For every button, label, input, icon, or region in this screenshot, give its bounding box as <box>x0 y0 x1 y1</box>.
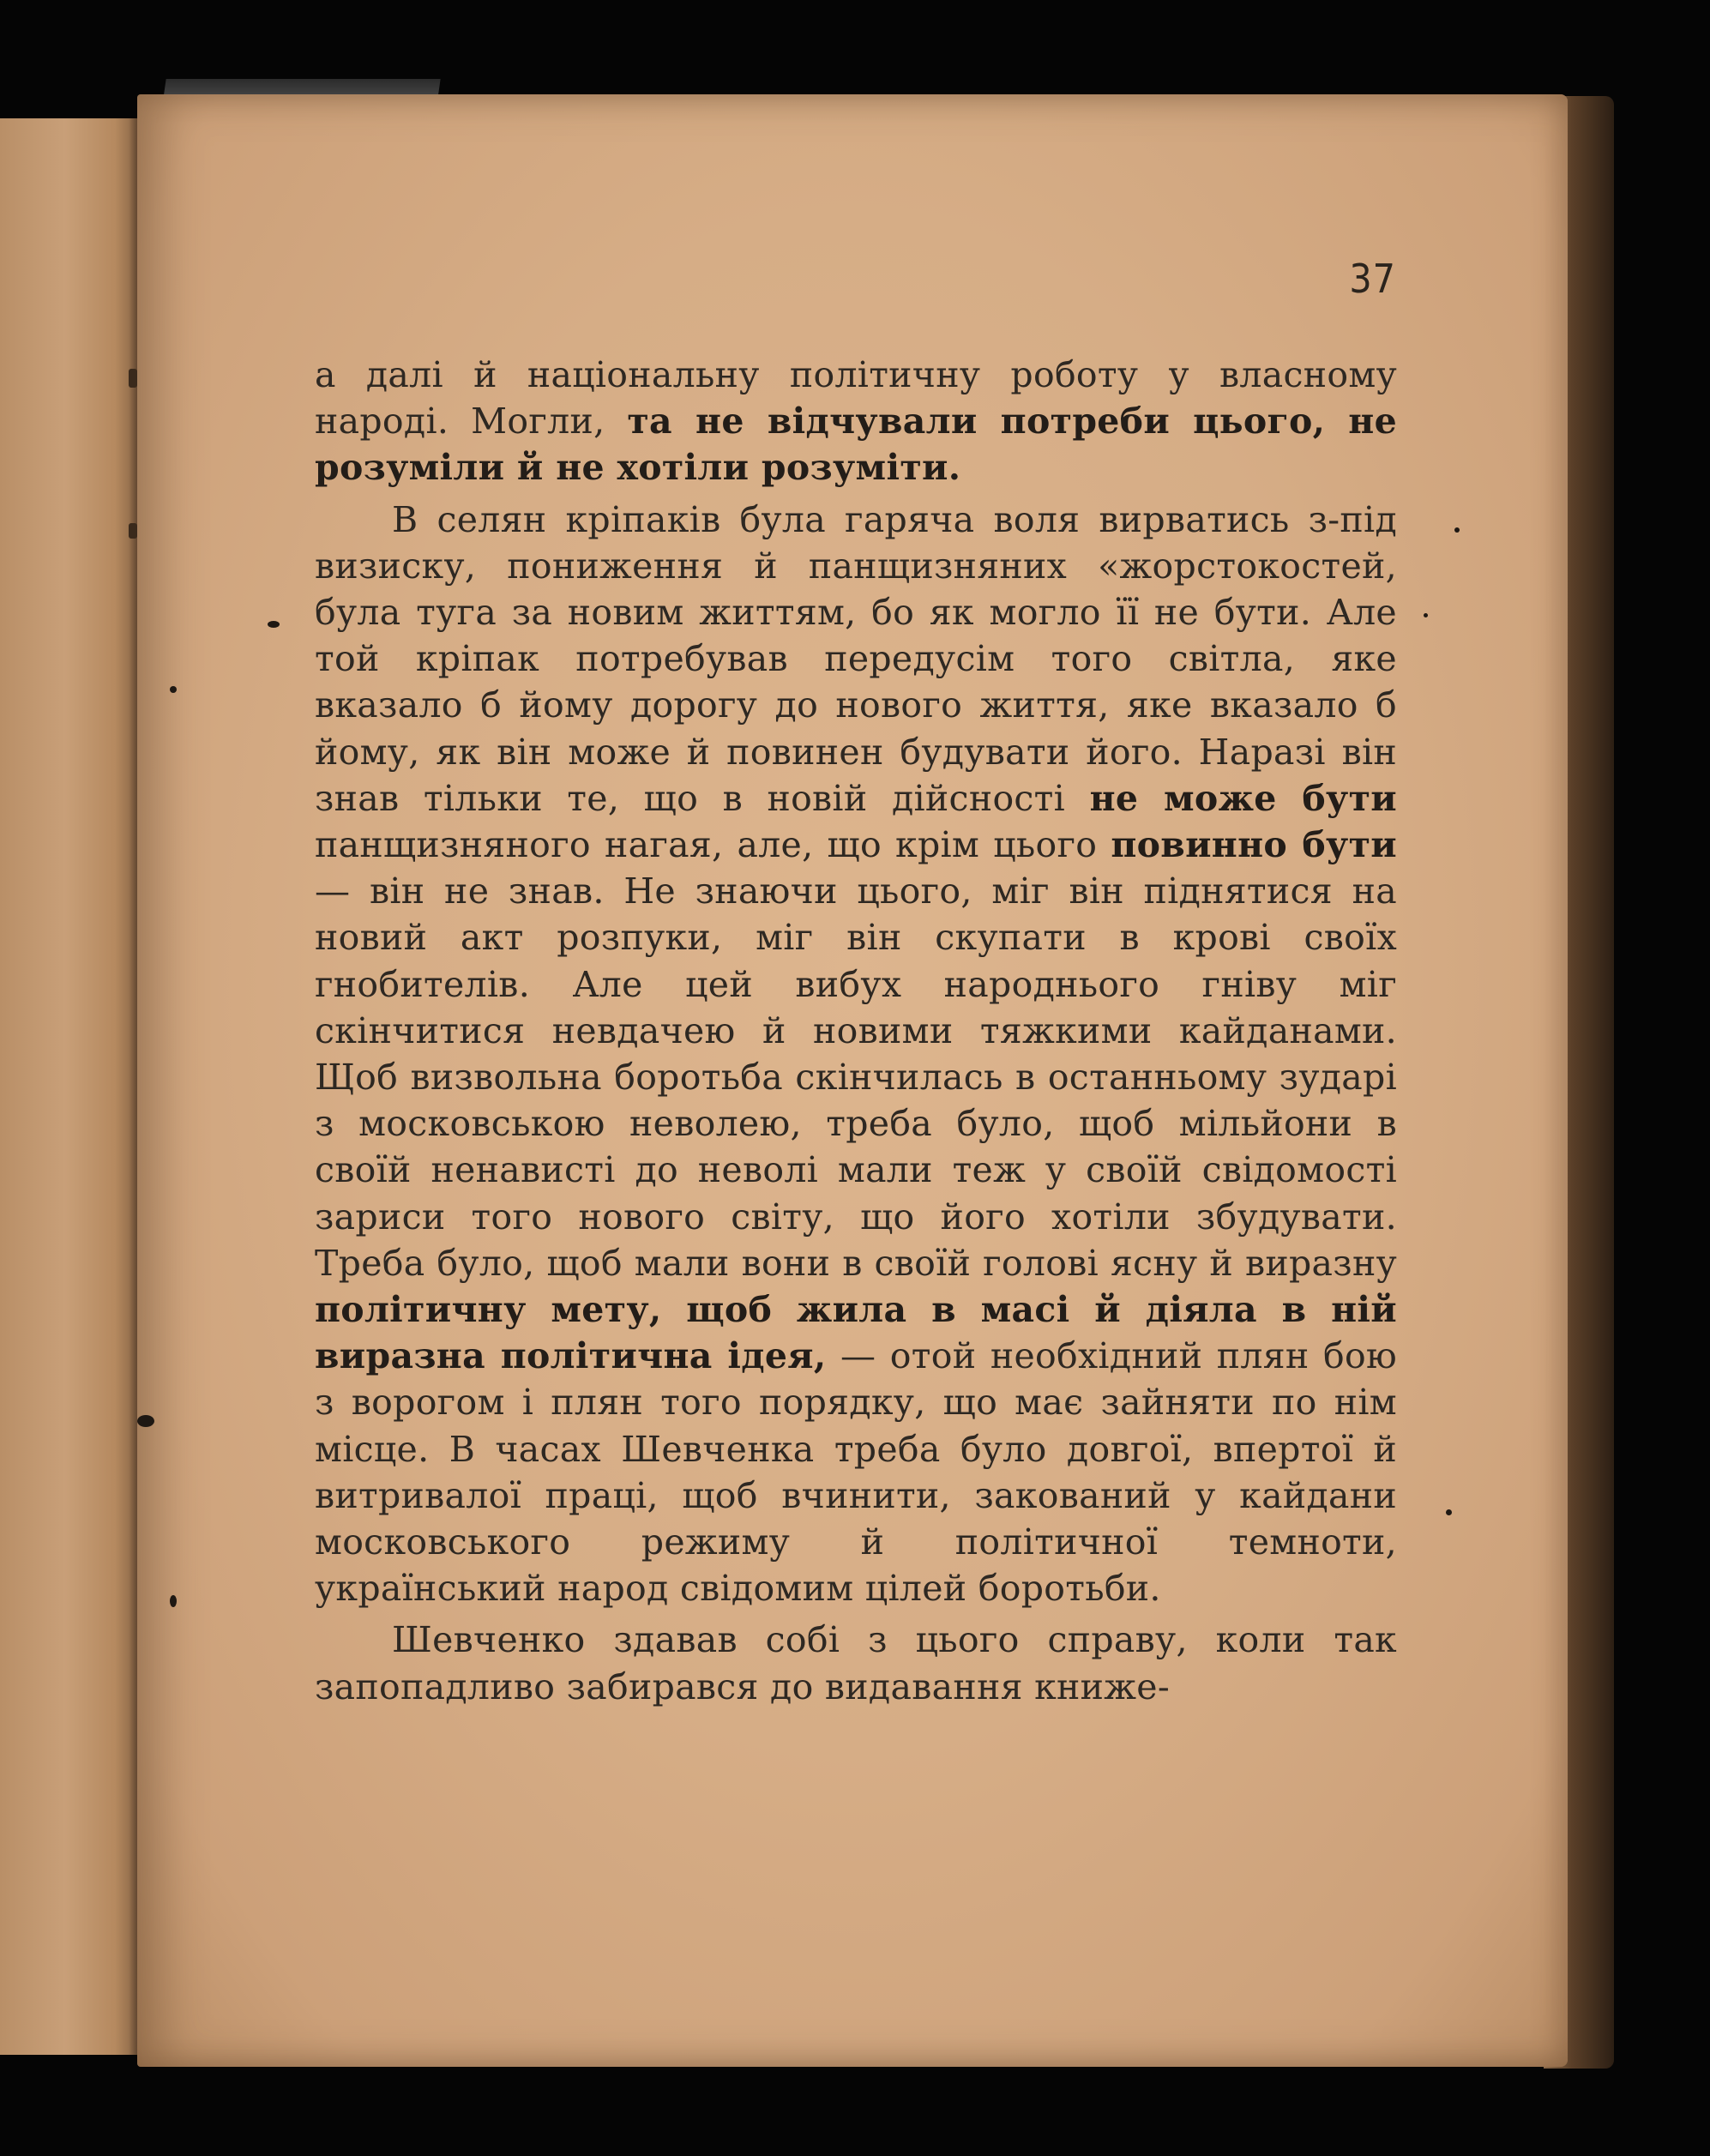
ink-speck <box>170 1595 177 1607</box>
bold-text-segment: не може бути <box>1089 777 1397 819</box>
page-text <box>315 352 1397 1710</box>
bold-text-segment: повинно бути <box>1111 824 1397 866</box>
ink-speck <box>137 1415 154 1427</box>
ink-speck <box>1454 527 1460 533</box>
ink-speck <box>268 621 280 628</box>
text-segment: а далі й національну політичну роботу у власному народі. Могли, <box>315 354 1397 443</box>
paragraph-1 <box>315 352 1397 491</box>
binding-mark <box>129 369 137 388</box>
bold-text-segment: політичну мету, щоб жила в масі й діяла в ній виразна політична ідея, <box>315 1289 1397 1377</box>
page-number: 37 <box>1349 256 1396 302</box>
ink-speck <box>1424 613 1428 617</box>
text-segment: — він не знав. Не знаючи цього, міг він піднятися на новий акт розпуки, міг він скупати в крові своїх гнобителів. Але цей вибух народнього гніву міг скінчитися невдачею й новими тяжкими кайданами. Щоб визвольна боротьба скінчилась в останньому зударі з московською неволею, треба було, щоб мільйони в своїй ненависті до неволі мали теж у своїй свідомості зариси того нового світу, що його хотіли збудувати. Треба було, щоб мали вони в своїй голові ясну й виразну <box>315 870 1397 1284</box>
binding-mark <box>129 523 137 539</box>
paragraph-2 <box>315 497 1397 1612</box>
text-segment: Шевченко здавав собі з цього справу, коли так запопадливо забирався до видавання книже- <box>315 1619 1397 1707</box>
left-page-edge <box>0 118 144 2055</box>
ink-speck <box>1446 1509 1452 1515</box>
book-page <box>137 94 1568 2067</box>
paragraph-3 <box>315 1617 1397 1709</box>
bold-text-segment: та не відчували потреби цього, не розуміли й не хотіли розуміти. <box>315 400 1397 489</box>
text-segment: — отой необхідний плян бою з ворогом і плян того порядку, що має зайняти по нім місце. В часах Шевченка треба було довгої, впертої й витривалої праці, щоб вчинити, закований у кайдани московського режиму й політичної темноти, український народ свідомим цілей боротьби. <box>315 1335 1397 1610</box>
text-segment: панщизняного нагая, але, що крім цього <box>315 824 1111 866</box>
ink-speck <box>170 686 177 693</box>
text-segment: В селян кріпаків була гаряча воля вирватись з-під визиску, пониження й панщизняних «жорстокостей, була туга за новим життям, бо як могло її не бути. Але той кріпак потребував передусім того світла, яке вказало б йому дорогу до нового життя, яке вказало б йому, як він може й повинен будувати його. Наразі він знав тільки те, що в новій дійсності <box>315 498 1397 819</box>
